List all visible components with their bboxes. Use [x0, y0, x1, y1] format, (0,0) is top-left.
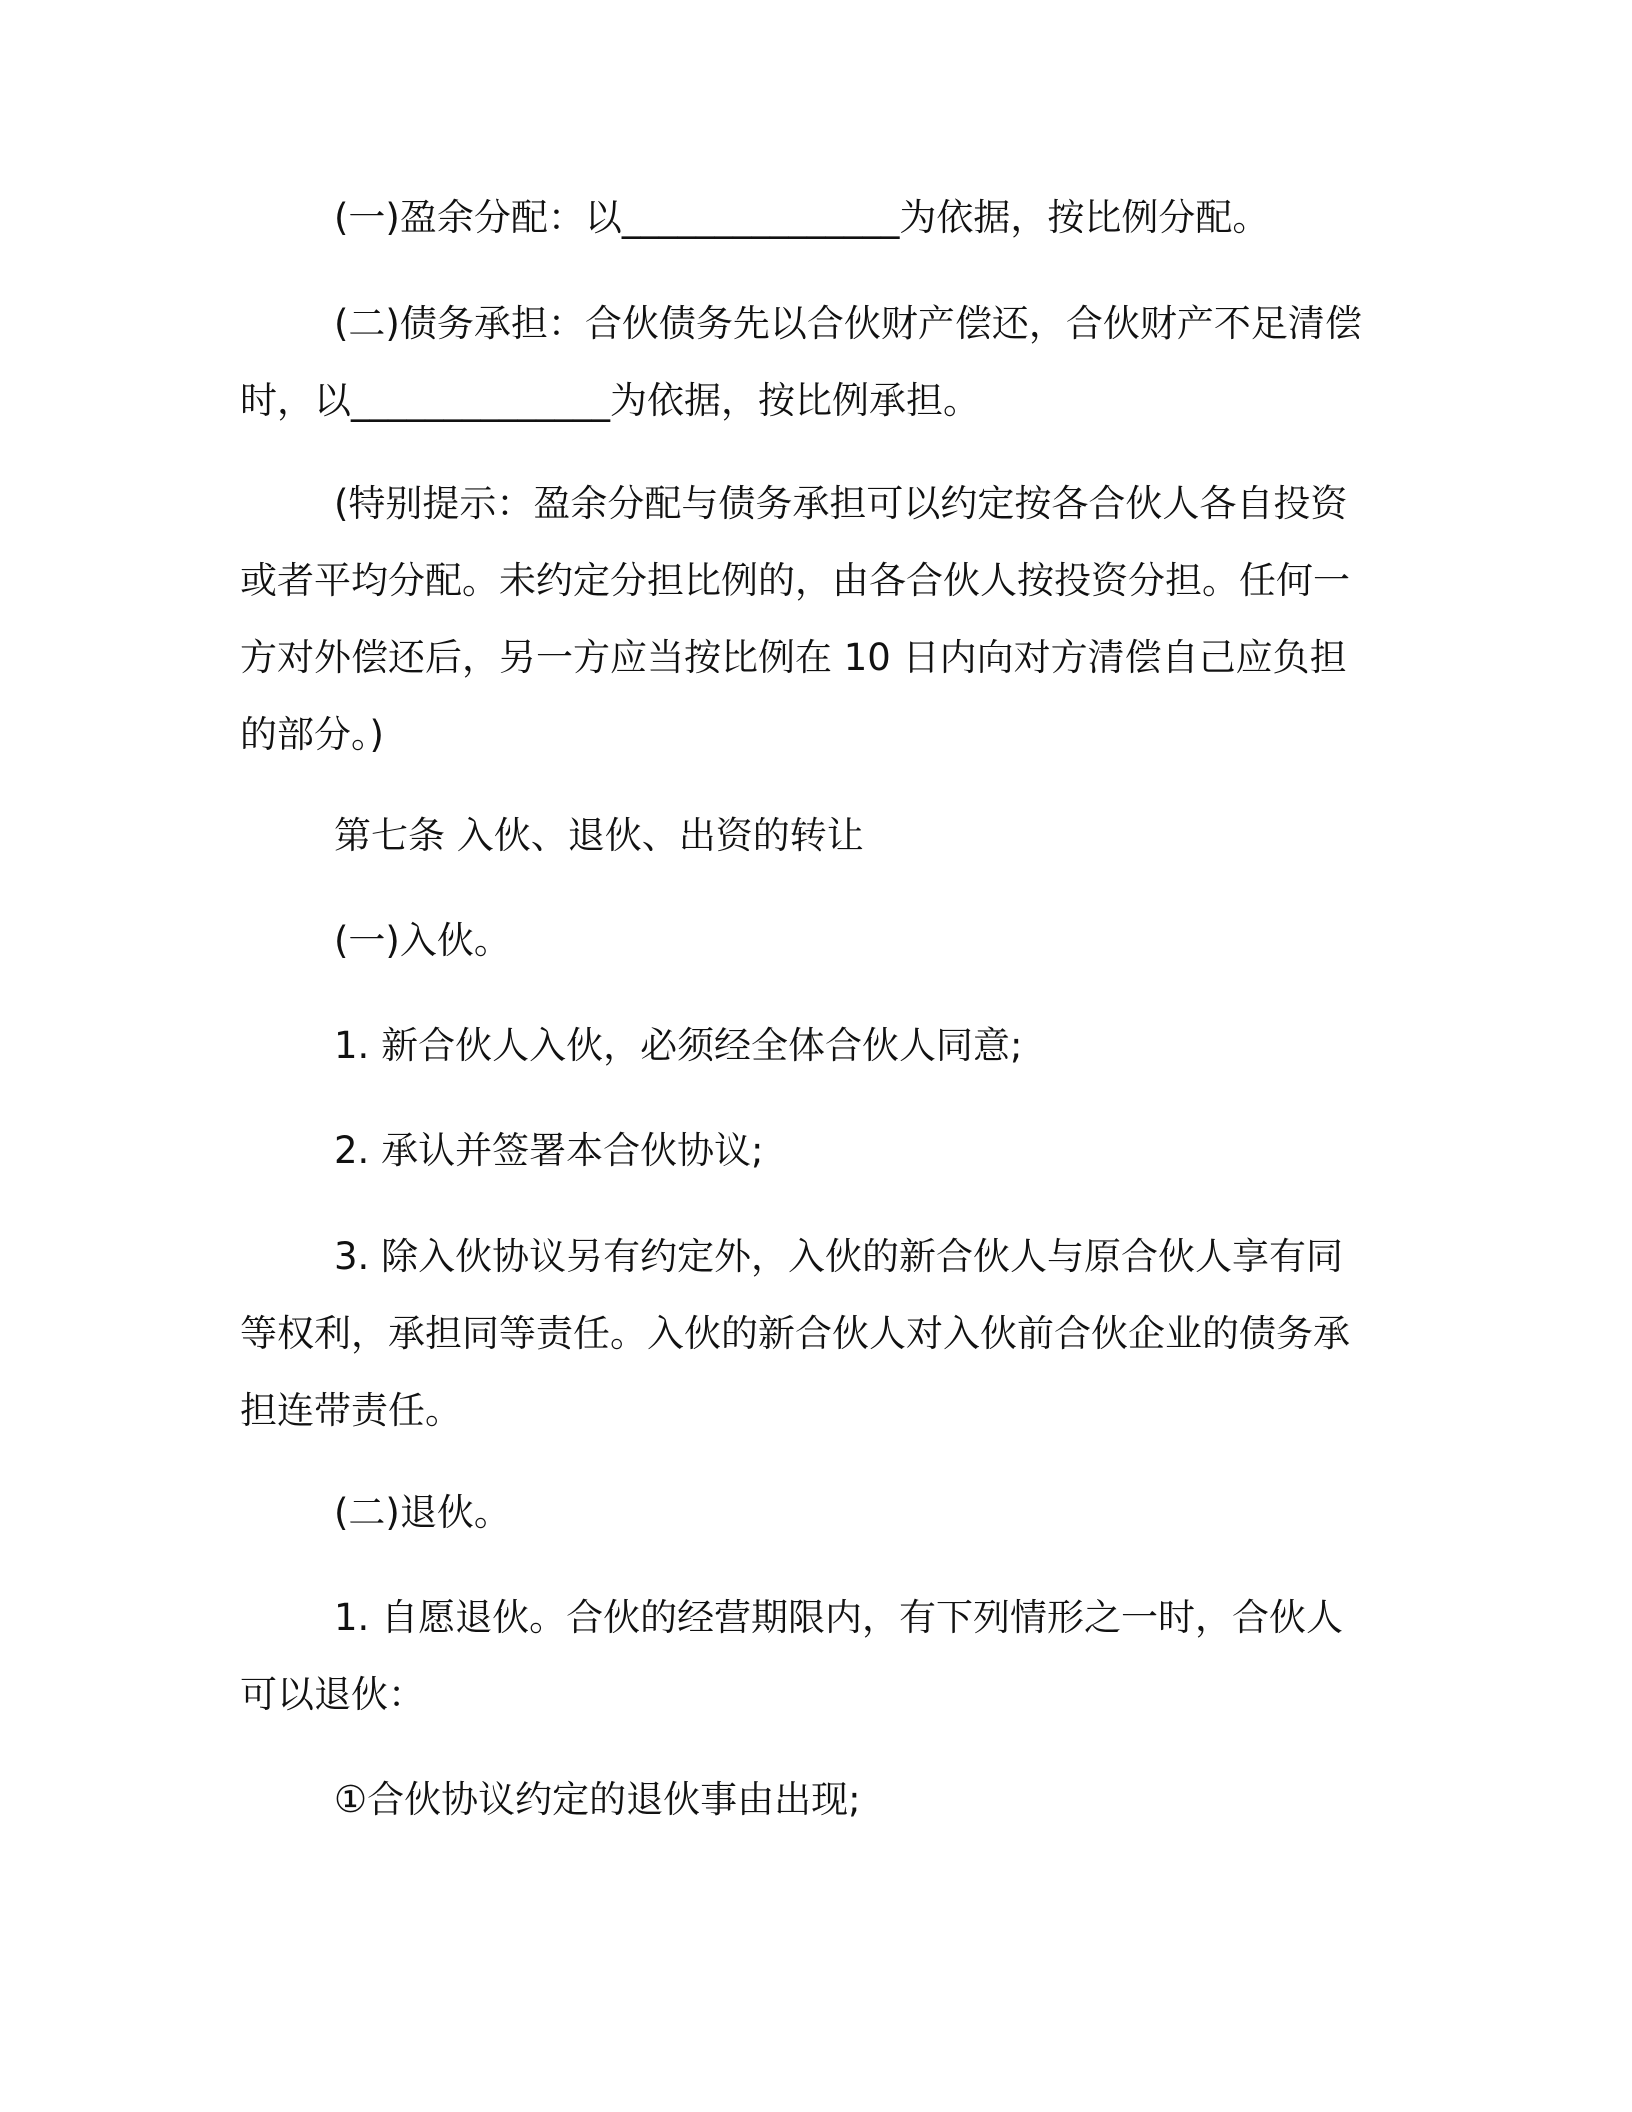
article-seven-heading: 第七条 入伙、退伙、出资的转让 — [334, 814, 864, 857]
section-admission-heading: (一)入伙。 — [334, 919, 511, 962]
paragraph-debt-bearing: (二)债务承担：合伙债务先以合伙财产偿还，合伙财产不足清偿时，以______________为依据，按比例承担。 — [240, 302, 1362, 422]
withdrawal-item-1: 1. 自愿退伙。合伙的经营期限内，有下列情形之一时，合伙人可以退伙： — [240, 1596, 1344, 1716]
admission-item-3: 3. 除入伙协议另有约定外，入伙的新合伙人与原合伙人享有同等权利，承担同等责任。入伙的新合伙人对入伙前合伙企业的债务承担连带责任。 — [240, 1235, 1350, 1432]
withdrawal-sub-item-1: ①合伙协议约定的退伙事由出现; — [334, 1778, 861, 1821]
section-withdrawal-heading: (二)退伙。 — [334, 1491, 511, 1534]
paragraph-profit-distribution: (一)盈余分配：以_______________为依据，按比例分配。 — [334, 196, 1270, 239]
admission-item-2: 2. 承认并签署本合伙协议; — [334, 1129, 764, 1172]
paragraph-special-note: (特别提示：盈余分配与债务承担可以约定按各合伙人各自投资或者平均分配。未约定分担比例的，由各合伙人按投资分担。任何一方对外偿还后，另一方应当按比例在 10 日内向对方清偿自己应负担的部分。) — [240, 482, 1350, 756]
admission-item-1: 1. 新合伙人入伙，必须经全体合伙人同意; — [334, 1024, 1023, 1067]
